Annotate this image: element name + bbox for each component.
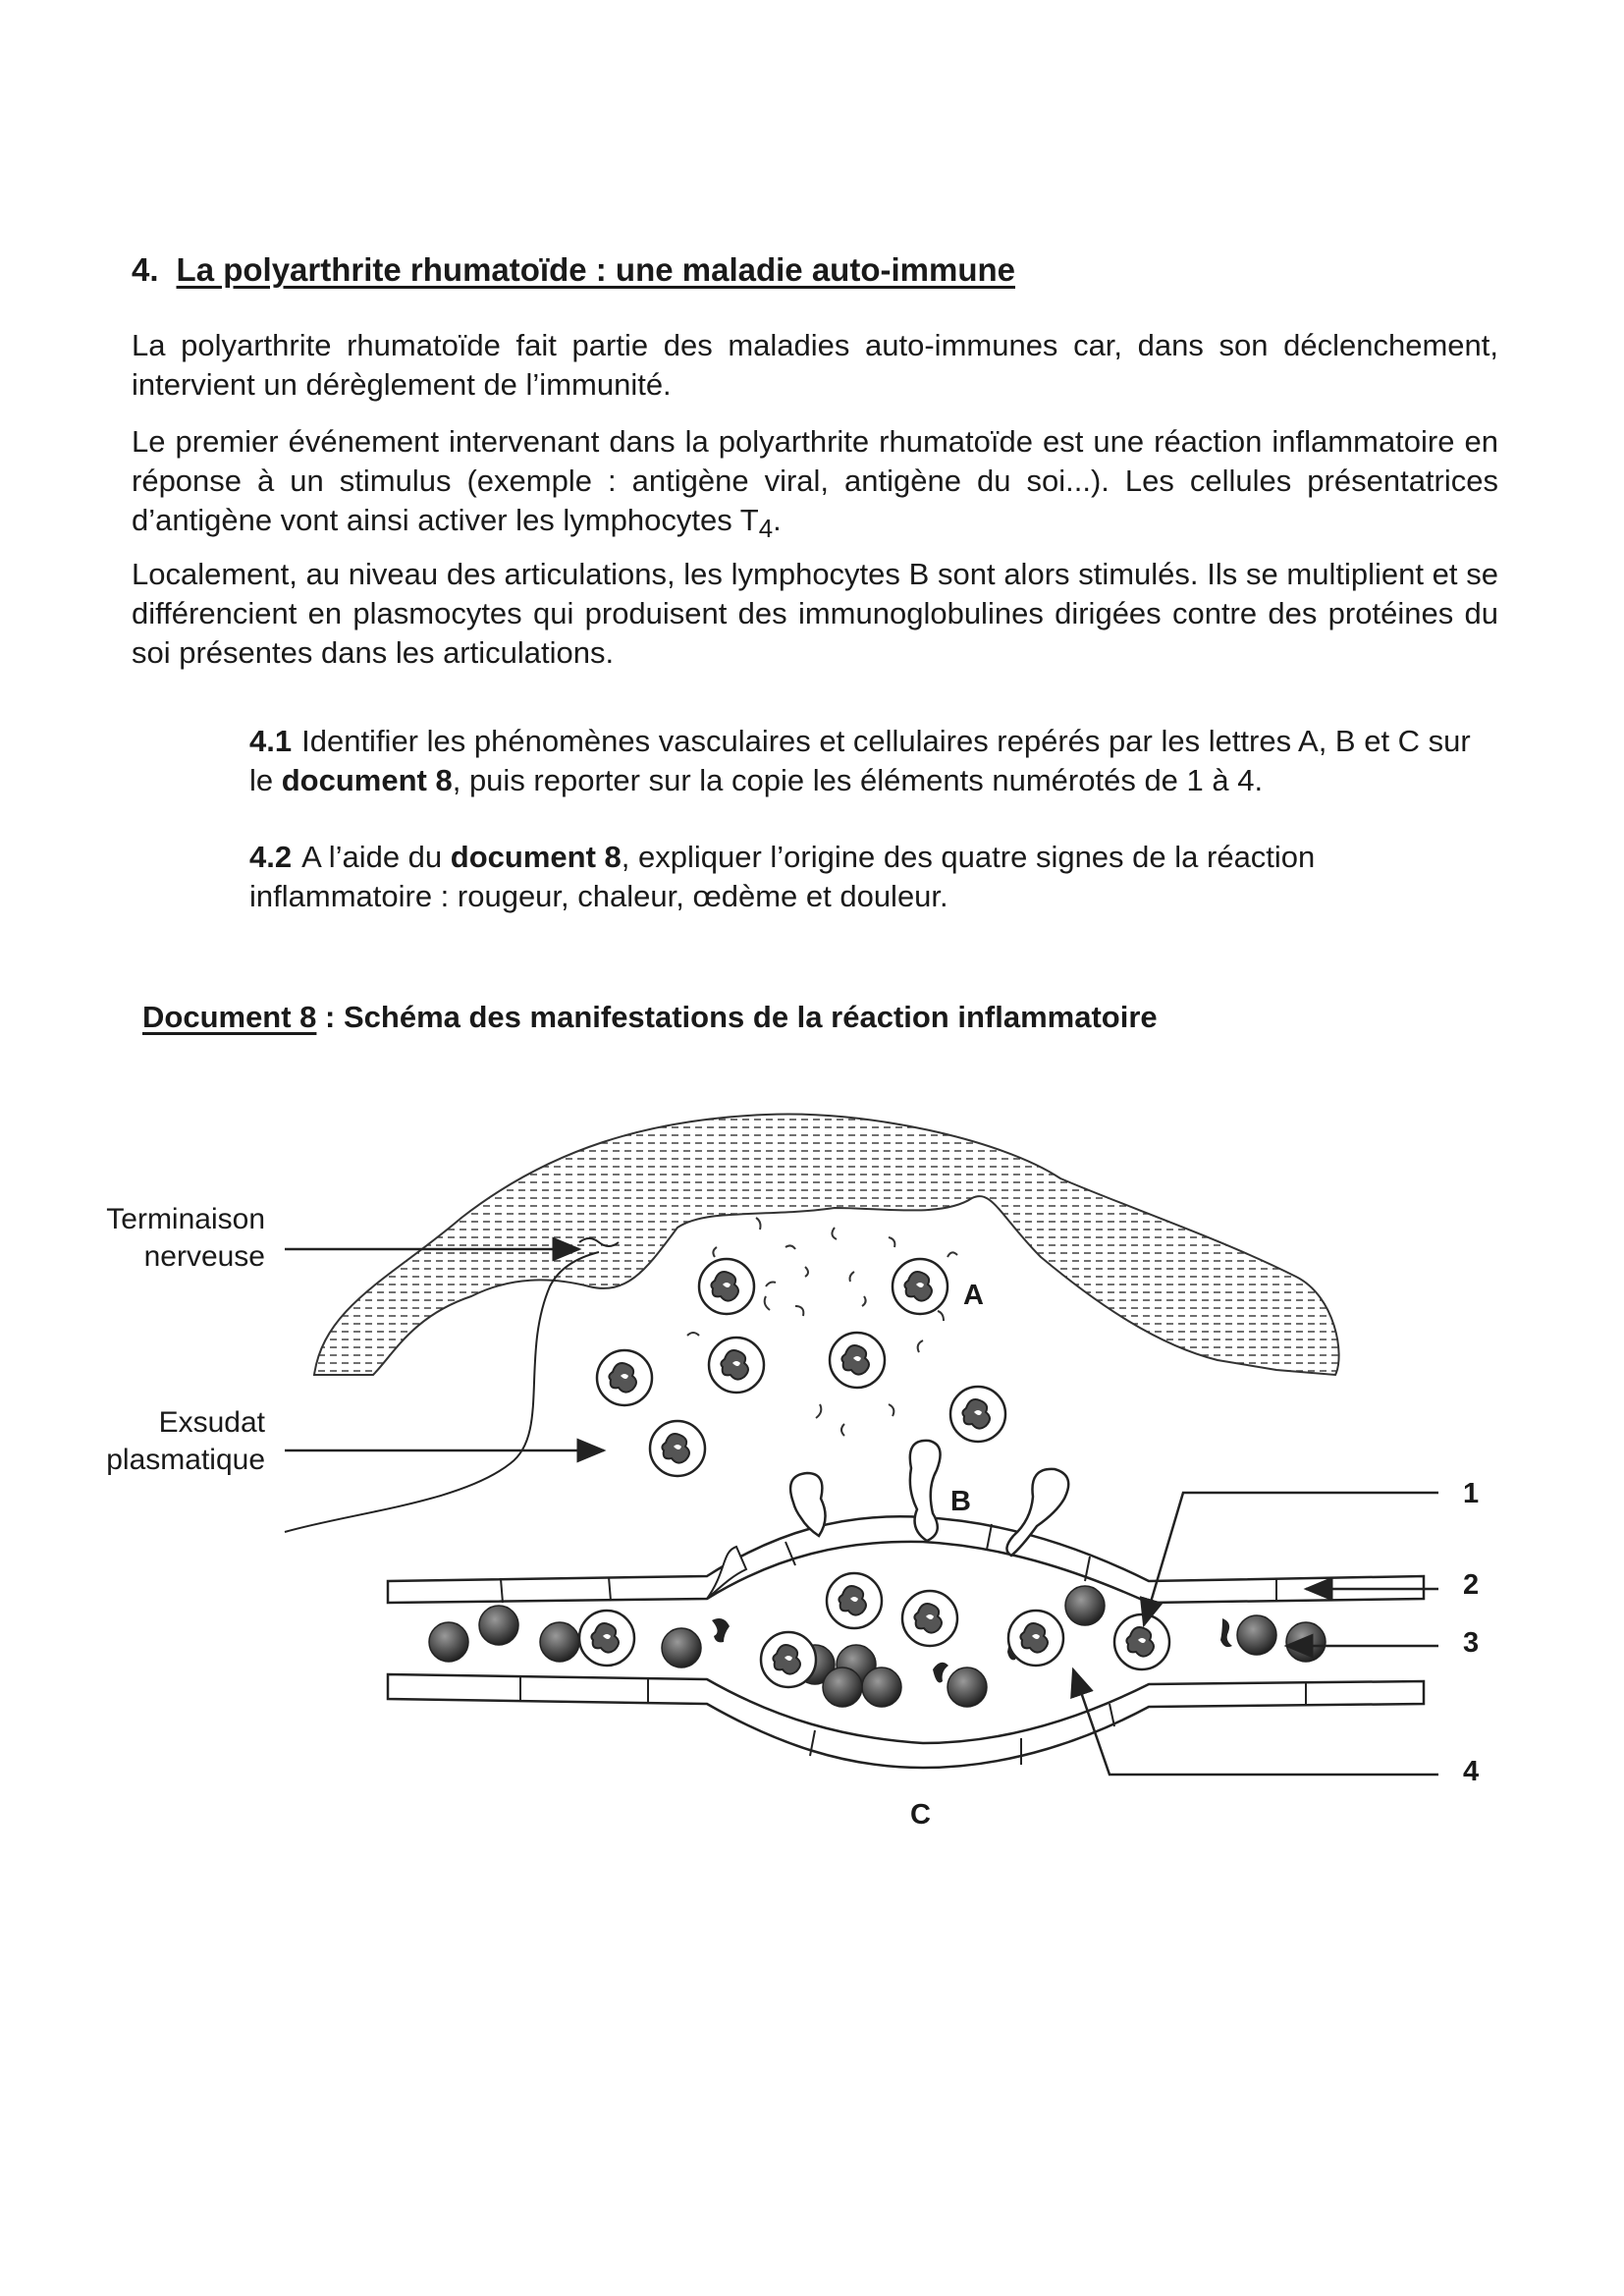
question-text-before: A l’aide du xyxy=(301,840,451,874)
letter-b: B xyxy=(950,1486,971,1517)
paragraph-inflammation-text: Le premier événement intervenant dans la polyarthrite rhumatoïde est une réaction inflammatoire en réponse à un stimulus (exemple : antigène viral, antigène du soi...). Les cellules présentatrices d’antigène vont ainsi activer les lymphocytes T xyxy=(132,424,1498,537)
tissue-region xyxy=(314,1114,1339,1375)
number-4: 4 xyxy=(1463,1756,1480,1787)
letter-c: C xyxy=(910,1799,931,1831)
document-label: Document 8 xyxy=(142,1000,317,1034)
label-exsudat-plasmatique: Exsudat plasmatique xyxy=(106,1406,265,1476)
question-text-after: , expliquer l’origine des quatre signes de la réaction inflammatoire : rougeur, chaleur, œdème et douleur. xyxy=(249,840,1316,913)
paragraph-lymphocytes-b: Localement, au niveau des articulations, les lymphocytes B sont alors stimulés. Ils se multiplient et se différencient en plasmocytes qui produisent des immunoglobulines dirigées contre des protéines du soi présentes dans les articulations. xyxy=(132,557,1498,670)
letter-a: A xyxy=(963,1280,984,1311)
question-text-before: Identifier les phénomènes vasculaires et cellulaires repérés par les lettres A, B et C sur le xyxy=(249,724,1471,797)
label-terminaison-nerveuse: Terminaison nerveuse xyxy=(106,1203,265,1273)
section-title: La polyarthrite rhumatoïde : une maladie auto-immune xyxy=(176,251,1015,288)
document-reference: document 8 xyxy=(450,840,622,874)
paragraph-inflammation-end: . xyxy=(773,503,782,537)
document-reference: document 8 xyxy=(281,763,453,797)
question-text-after: , puis reporter sur la copie les éléments numérotés de 1 à 4. xyxy=(452,763,1264,797)
question-number: 4.1 xyxy=(249,724,293,758)
document-title: : Schéma des manifestations de la réaction inflammatoire xyxy=(316,1000,1158,1034)
number-3: 3 xyxy=(1463,1627,1480,1659)
subscript-4: 4 xyxy=(758,516,774,544)
debris-particles xyxy=(687,1218,957,1436)
number-2: 2 xyxy=(1463,1569,1480,1601)
paragraph-autoimmune: La polyarthrite rhumatoïde fait partie des maladies auto-immunes car, dans son déclenchement, intervient un dérèglement de l’immunité. xyxy=(132,328,1498,402)
section-number: 4. xyxy=(132,251,159,288)
question-number: 4.2 xyxy=(249,840,293,874)
number-1: 1 xyxy=(1463,1478,1480,1509)
